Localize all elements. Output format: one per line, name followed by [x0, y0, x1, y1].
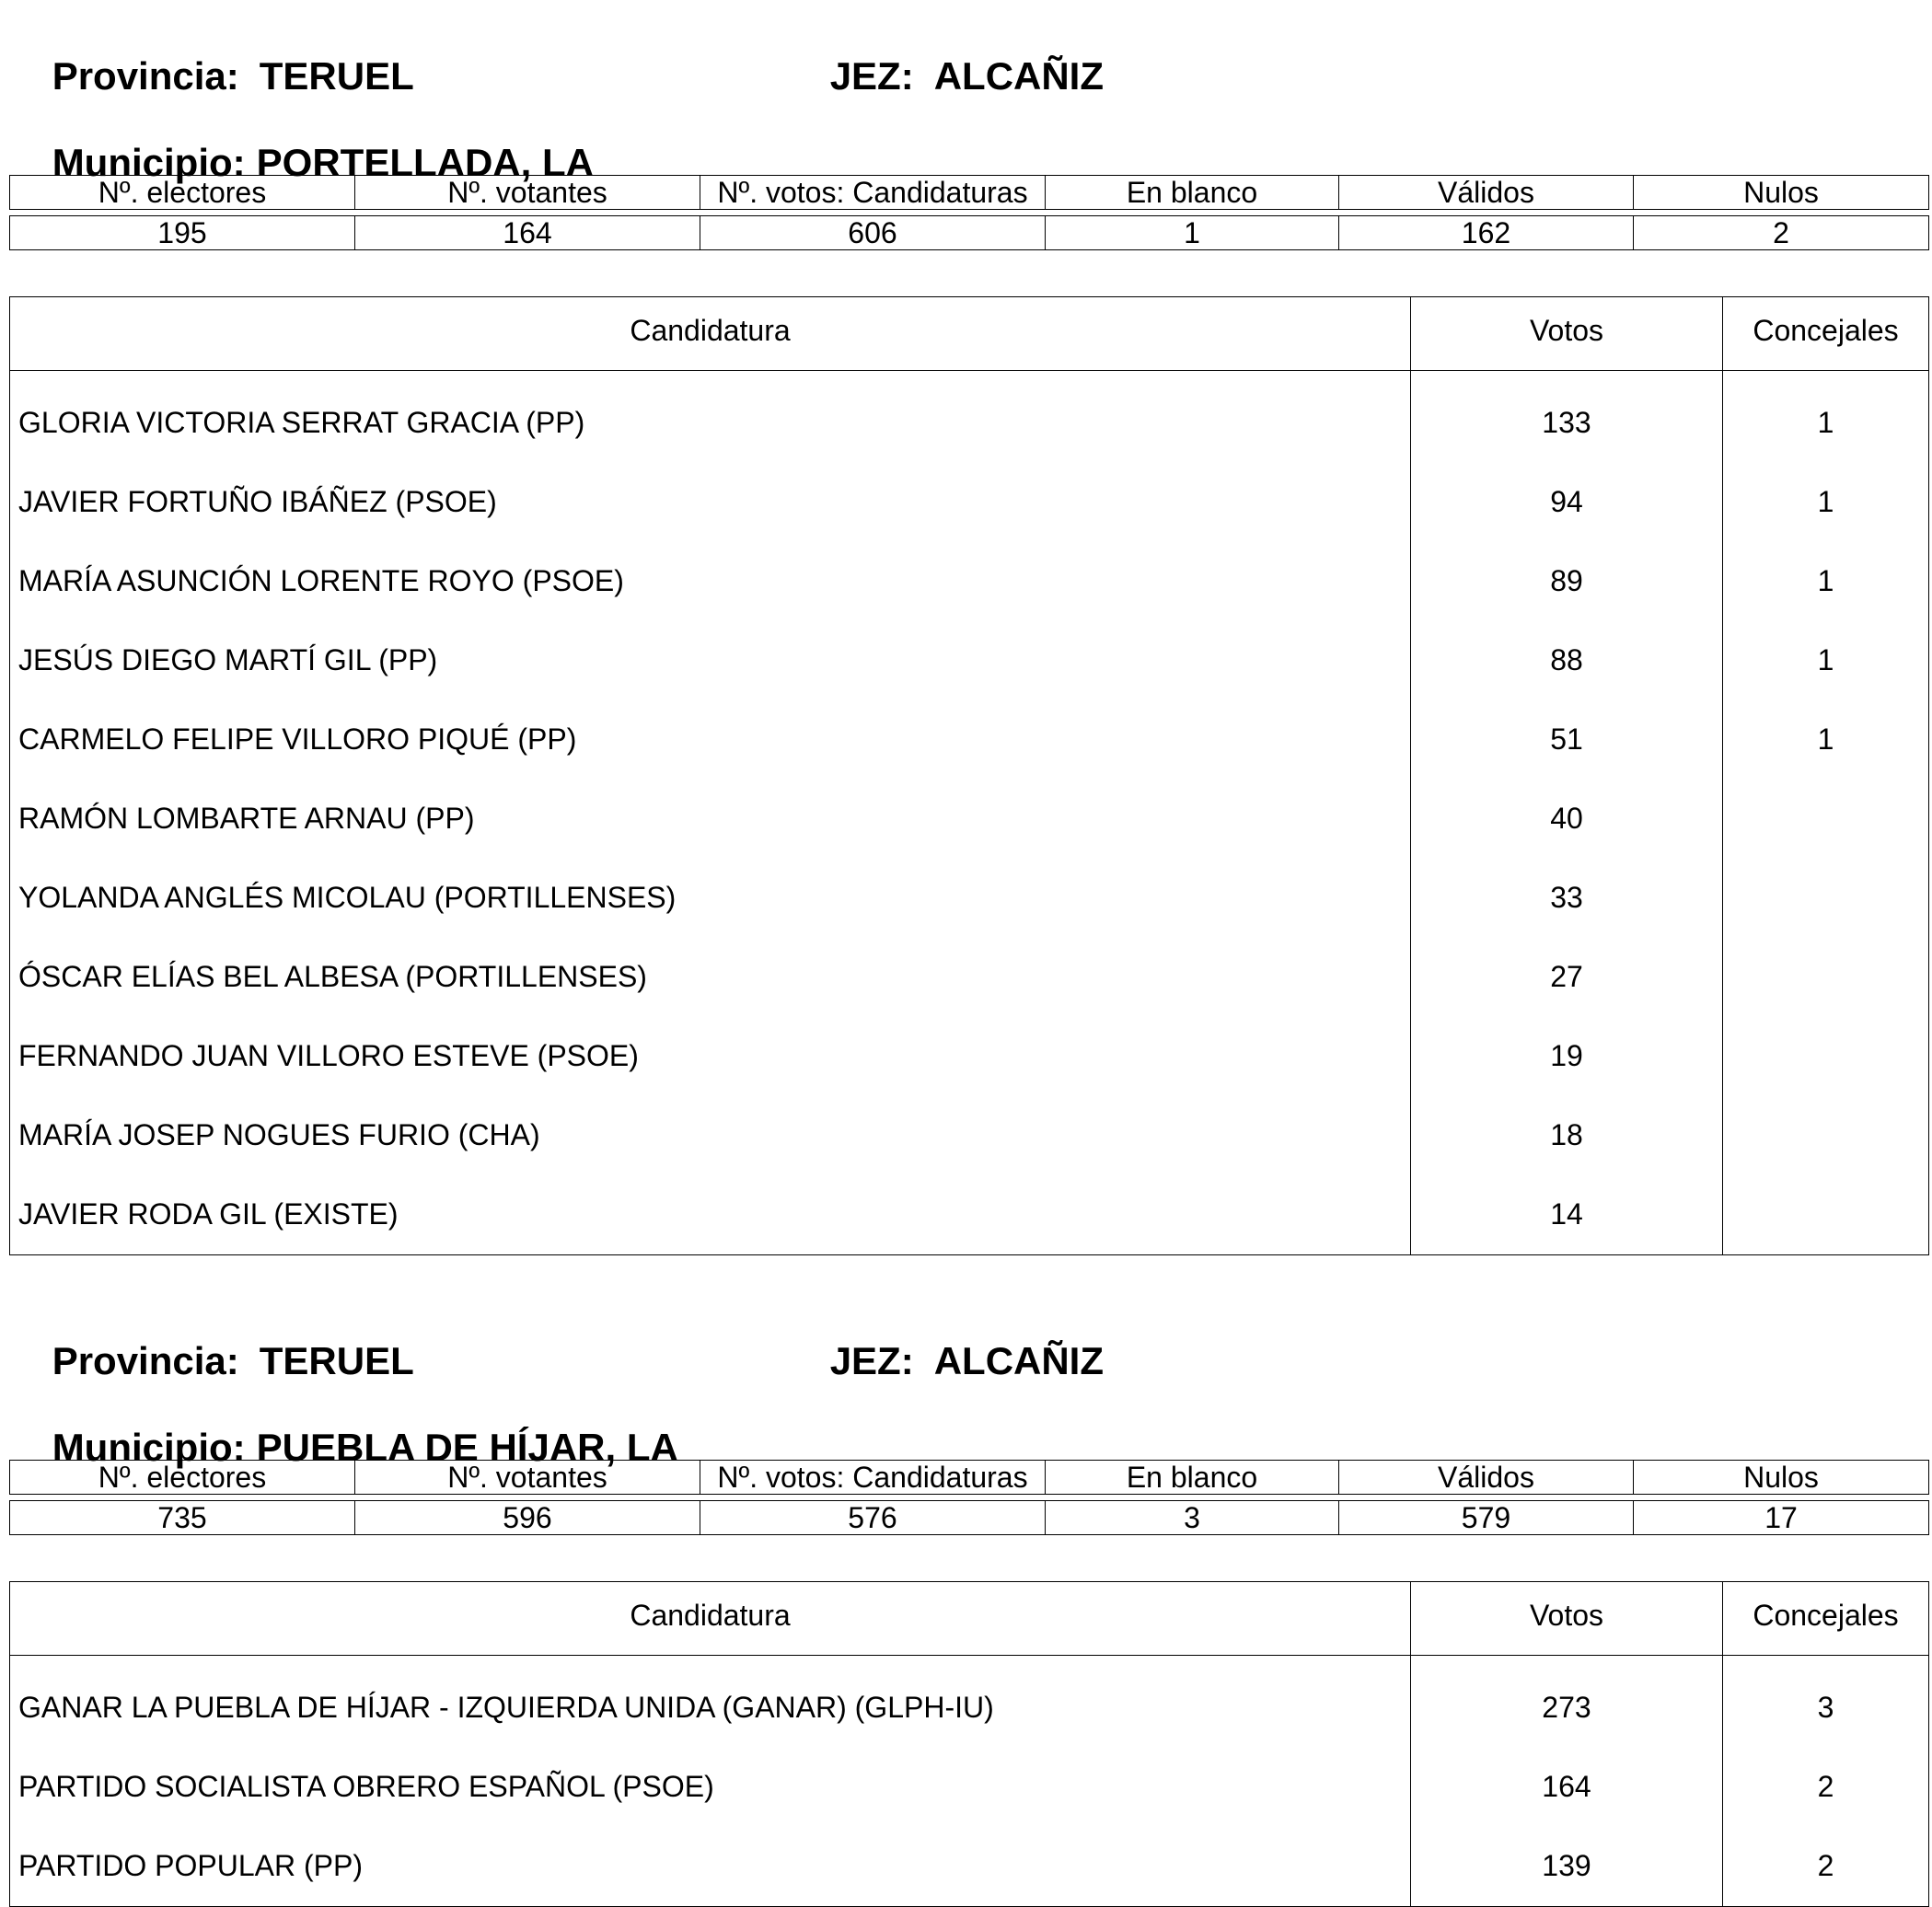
summary-value-cell: 164 — [355, 216, 700, 250]
candidate-seats — [1723, 1096, 1929, 1175]
summary-value-cell: 606 — [700, 216, 1046, 250]
candidate-name: MARÍA JOSEP NOGUES FURIO (CHA) — [18, 1118, 540, 1151]
candidate-row — [10, 700, 1929, 780]
municipio-label: Municipio: — [52, 1426, 246, 1469]
candidate-name: GLORIA VICTORIA SERRAT GRACIA (PP) — [18, 406, 585, 440]
candidate-name: MARÍA ASUNCIÓN LORENTE ROYO (PSOE) — [18, 564, 624, 597]
candidate-row — [10, 542, 1929, 621]
jez-line — [787, 1292, 1104, 1430]
candidate-row — [10, 1656, 1929, 1748]
candidate-seats — [1723, 1175, 1929, 1255]
candidate-votes: 139 — [1411, 1827, 1723, 1907]
summary-header-cell: Nº. votos: Candidaturas — [700, 176, 1046, 210]
candidate-row — [10, 371, 1929, 463]
candidate-row — [10, 1096, 1929, 1175]
jez-label: JEZ: — [829, 54, 914, 98]
jez-label: JEZ: — [829, 1339, 914, 1382]
candidate-row — [10, 1827, 1929, 1907]
summary-value-cell: 596 — [355, 1501, 700, 1535]
candidate-seats: 2 — [1723, 1827, 1929, 1907]
candidatura-header: Candidatura — [10, 1582, 1411, 1656]
municipio-value: PUEBLA DE HÍJAR, LA — [256, 1426, 678, 1469]
candidate-name: JESÚS DIEGO MARTÍ GIL (PP) — [18, 643, 438, 676]
candidates-header-row — [10, 297, 1929, 371]
summary-header-cell: Válidos — [1339, 176, 1634, 210]
summary-value-cell: 3 — [1046, 1501, 1339, 1535]
summary-header-cell: Nº. votantes — [355, 1461, 700, 1495]
candidate-votes: 40 — [1411, 780, 1723, 859]
candidate-votes: 18 — [1411, 1096, 1723, 1175]
candidate-seats: 1 — [1723, 371, 1929, 463]
municipality-section — [9, 1285, 1928, 1897]
candidate-name: PARTIDO SOCIALISTA OBRERO ESPAÑOL (PSOE) — [18, 1770, 714, 1803]
candidate-name: JAVIER RODA GIL (EXISTE) — [18, 1197, 399, 1231]
summary-value-row — [10, 216, 1929, 250]
summary-value-cell: 2 — [1634, 216, 1929, 250]
candidate-row — [10, 621, 1929, 700]
candidate-votes: 133 — [1411, 371, 1723, 463]
summary-table — [9, 175, 1929, 250]
candidate-votes: 164 — [1411, 1748, 1723, 1827]
votos-header: Votos — [1411, 1582, 1723, 1656]
candidate-votes: 27 — [1411, 938, 1723, 1017]
candidate-row — [10, 938, 1929, 1017]
jez-line — [787, 7, 1104, 145]
municipio-label: Municipio: — [52, 141, 246, 184]
summary-header-cell: Nulos — [1634, 176, 1929, 210]
candidate-row — [10, 1748, 1929, 1827]
candidate-votes: 94 — [1411, 463, 1723, 542]
candidate-name: FERNANDO JUAN VILLORO ESTEVE (PSOE) — [18, 1039, 639, 1072]
summary-header-cell: Nº. electores — [10, 1461, 355, 1495]
candidate-votes: 33 — [1411, 859, 1723, 938]
candidate-seats: 1 — [1723, 621, 1929, 700]
jez-value: ALCAÑIZ — [933, 1339, 1105, 1382]
jez-value: ALCAÑIZ — [933, 54, 1105, 98]
summary-header-cell: Nº. votos: Candidaturas — [700, 1461, 1046, 1495]
candidate-seats: 2 — [1723, 1748, 1929, 1827]
summary-gap — [10, 1495, 1929, 1501]
provincia-value: TERUEL — [259, 54, 414, 98]
summary-value-cell: 195 — [10, 216, 355, 250]
summary-header-row — [10, 176, 1929, 210]
summary-header-cell: Nº. electores — [10, 176, 355, 210]
candidates-header-row — [10, 1582, 1929, 1656]
candidate-seats: 1 — [1723, 463, 1929, 542]
candidate-votes: 14 — [1411, 1175, 1723, 1255]
candidate-name: PARTIDO POPULAR (PP) — [18, 1849, 363, 1882]
candidate-votes: 89 — [1411, 542, 1723, 621]
candidate-seats — [1723, 938, 1929, 1017]
candidate-votes: 19 — [1411, 1017, 1723, 1096]
summary-gap — [10, 210, 1929, 216]
candidate-name: GANAR LA PUEBLA DE HÍJAR - IZQUIERDA UNIDA (GANAR) (GLPH-IU) — [18, 1691, 994, 1725]
summary-header-cell: En blanco — [1046, 176, 1339, 210]
candidate-row — [10, 463, 1929, 542]
candidate-votes: 88 — [1411, 621, 1723, 700]
candidate-votes: 51 — [1411, 700, 1723, 780]
candidate-seats — [1723, 780, 1929, 859]
provincia-label: Provincia: — [52, 1339, 239, 1382]
candidate-name: RAMÓN LOMBARTE ARNAU (PP) — [18, 802, 475, 835]
provincia-value: TERUEL — [259, 1339, 414, 1382]
candidate-name: JAVIER FORTUÑO IBÁÑEZ (PSOE) — [18, 485, 497, 518]
summary-value-cell: 1 — [1046, 216, 1339, 250]
candidate-name: YOLANDA ANGLÉS MICOLAU (PORTILLENSES) — [18, 881, 677, 914]
summary-header-row — [10, 1461, 1929, 1495]
summary-header-cell: Nulos — [1634, 1461, 1929, 1495]
summary-header-cell: Nº. votantes — [355, 176, 700, 210]
candidate-seats: 1 — [1723, 700, 1929, 780]
summary-value-cell: 735 — [10, 1501, 355, 1535]
concejales-header: Concejales — [1723, 1582, 1929, 1656]
candidate-seats: 1 — [1723, 542, 1929, 621]
votos-header: Votos — [1411, 297, 1723, 371]
candidatura-header: Candidatura — [10, 297, 1411, 371]
candidate-name: ÓSCAR ELÍAS BEL ALBESA (PORTILLENSES) — [18, 960, 647, 993]
candidate-seats — [1723, 859, 1929, 938]
summary-table — [9, 1460, 1929, 1535]
candidate-seats — [1723, 1017, 1929, 1096]
concejales-header: Concejales — [1723, 297, 1929, 371]
candidates-table — [9, 1581, 1929, 1907]
candidate-seats: 3 — [1723, 1656, 1929, 1748]
summary-value-cell: 579 — [1339, 1501, 1634, 1535]
summary-header-cell: Válidos — [1339, 1461, 1634, 1495]
provincia-label: Provincia: — [52, 54, 239, 98]
candidate-row — [10, 780, 1929, 859]
candidate-row — [10, 859, 1929, 938]
candidate-row — [10, 1017, 1929, 1096]
summary-header-cell: En blanco — [1046, 1461, 1339, 1495]
summary-value-cell: 17 — [1634, 1501, 1929, 1535]
candidate-name: CARMELO FELIPE VILLORO PIQUÉ (PP) — [18, 722, 577, 756]
municipality-section — [9, 0, 1928, 1252]
candidate-row — [10, 1175, 1929, 1255]
summary-value-cell: 162 — [1339, 216, 1634, 250]
candidates-table — [9, 296, 1929, 1255]
summary-value-row — [10, 1501, 1929, 1535]
candidate-votes: 273 — [1411, 1656, 1723, 1748]
municipio-value: PORTELLADA, LA — [256, 141, 594, 184]
summary-value-cell: 576 — [700, 1501, 1046, 1535]
